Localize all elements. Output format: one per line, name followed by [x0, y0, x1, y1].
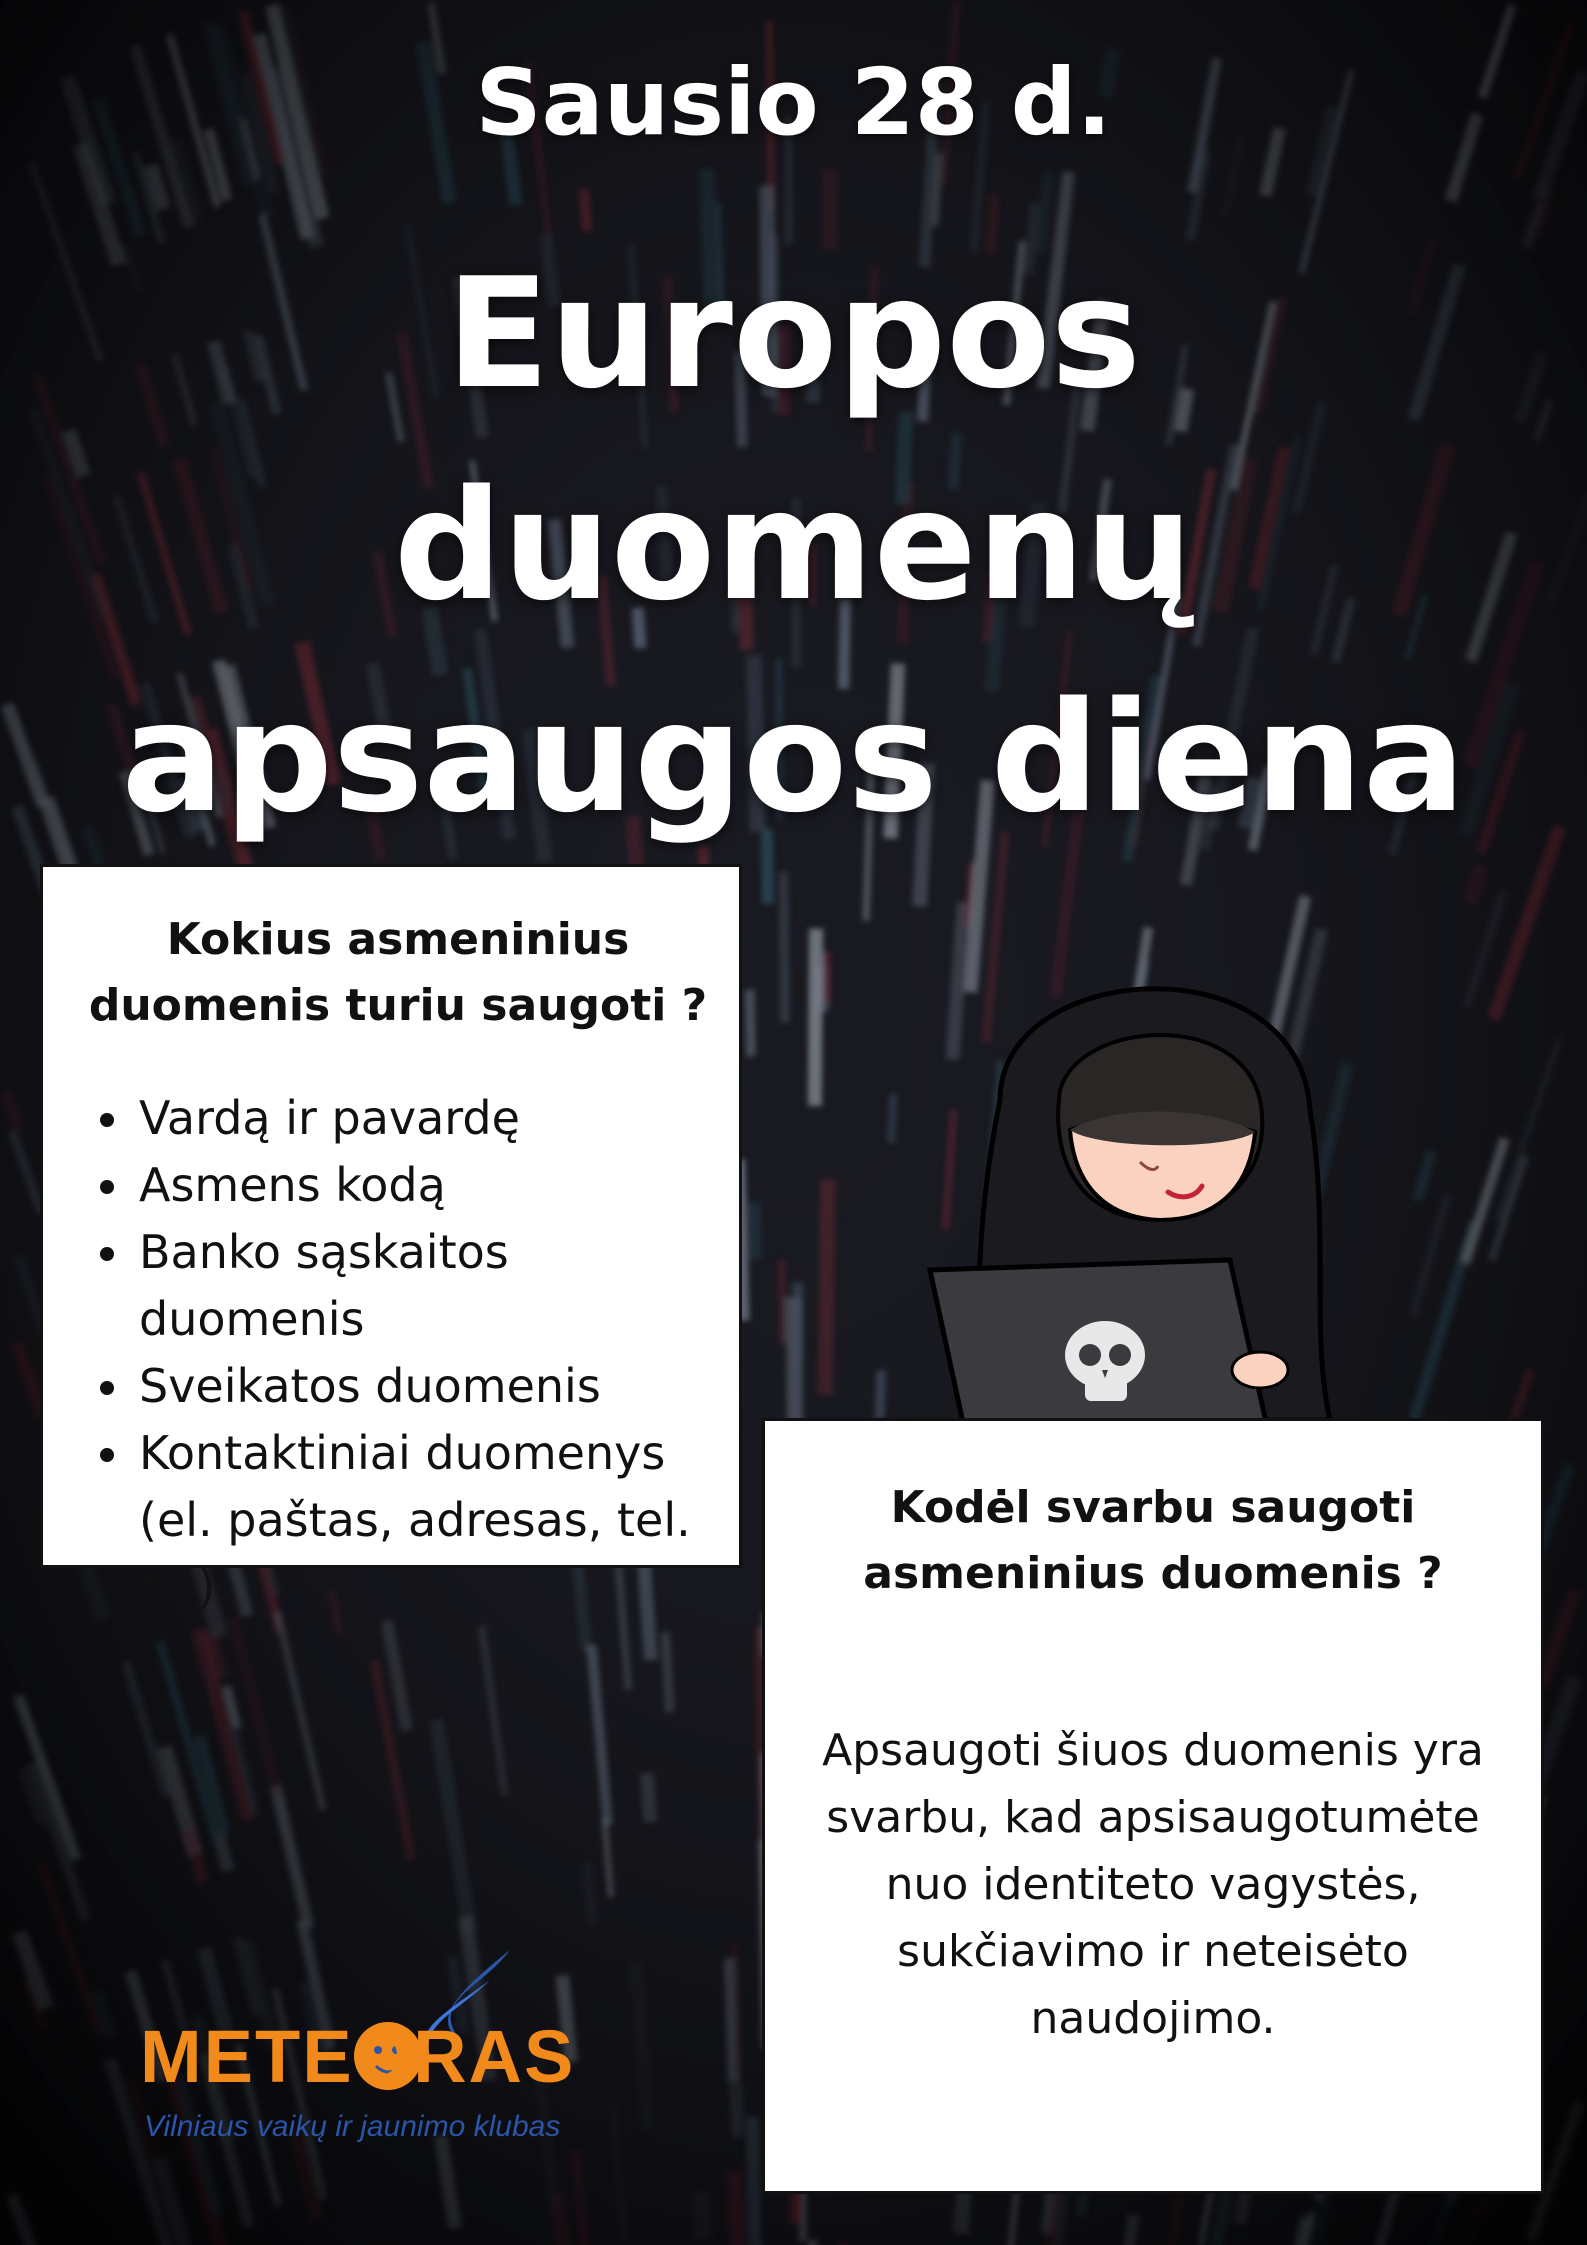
why-important-heading: Kodėl svarbu saugoti asmeninius duomenis ? — [863, 1482, 1443, 1599]
why-important-text: Apsaugoti šiuos duomenis yra svarbu, kad apsisaugotumėte nuo identiteto vagystės, sukčiavimo ir neteisėto naudojimo. — [822, 1725, 1484, 2044]
personal-data-heading: Kokius asmeninius duomenis turiu saugoti ? — [88, 914, 708, 1031]
list-item: • Banko sąskaitos duomenis — [135, 1219, 711, 1353]
list-item: • Vardą ir pavardę — [135, 1085, 711, 1152]
list-item: • Sveikatos duomenis — [135, 1353, 711, 1420]
title-line: duomenų — [393, 457, 1194, 634]
event-date: Sausio 28 d. — [475, 49, 1112, 156]
logo-name: METEORAS — [140, 2015, 576, 2098]
list-item: • Asmens kodą — [135, 1152, 711, 1219]
meteoras-logo — [130, 1930, 650, 2170]
personal-data-box — [40, 864, 742, 1614]
page-title — [0, 228, 1587, 864]
logo-subtitle: Vilniaus vaikų ir jaunimo klubas — [144, 2110, 561, 2143]
title-line: apsaugos diena — [121, 669, 1466, 846]
list-item: • Kontaktiniai duomenys (el. paštas, adresas, tel. nr.) — [135, 1420, 711, 1621]
title-line: Europos — [445, 245, 1142, 422]
why-important-box — [762, 1418, 1544, 2194]
personal-data-list — [85, 1085, 711, 1621]
hooded-hacker-with-laptop-icon — [910, 900, 1390, 1460]
